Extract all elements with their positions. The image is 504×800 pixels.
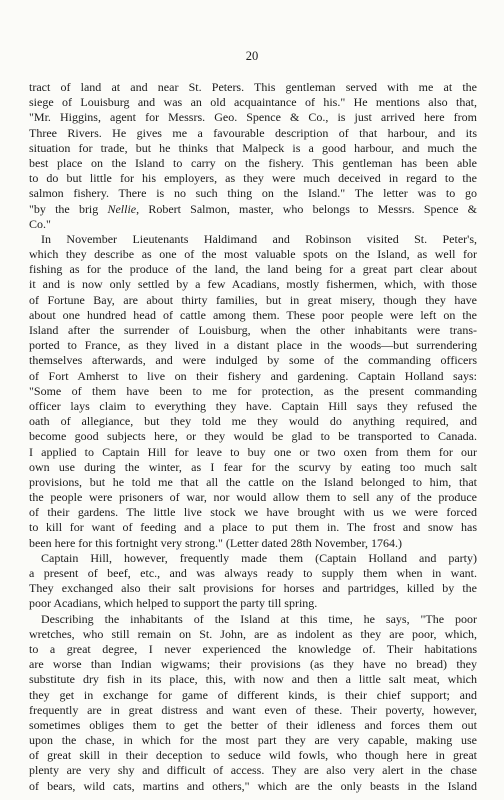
text-line: situation for trade, but he thinks that Malpeck is a good harbour, and much the [29,140,477,155]
text-line: plenty are very shy and difficult of access. They are also very alert in the chase [29,763,477,778]
text-line: Island after the surrender of Louisburg, when the other inhabitants were trans- [29,323,477,337]
paragraph [29,80,477,232]
paragraph [29,612,477,794]
text-line: poor Acadians, which helped to support the party till spring. [29,596,318,611]
text-line: officer lays claim to everything they have. Captain Hill says they refused the [29,398,477,413]
text-line: of bears, wild cats, martins and others," which are the only beasts in the Island [29,778,477,793]
text-line: "by the brig Nellie, Robert Salmon, master, who belongs to Messrs. Spence & [29,201,477,216]
page-number: 20 [245,49,259,63]
text-line: Co." [29,216,51,231]
text-line: they get in exchange for game of different kinds, is their chief support; and [29,687,477,702]
text-line: "Mr. Higgins, agent for Messrs. Geo. Spence & Co., is just arrived here from [29,110,477,125]
text-line: I applied to Captain Hill for leave to buy one or two oxen from them for our [29,444,477,459]
text-line: about one hundred head of cattle among them. These poor people were left on the [29,307,477,322]
text-line: Captain Hill, however, frequently made them (Captain Holland and party) [41,550,477,565]
text-line: been here for this fortnight very strong." (Letter dated 28th November, 1764.) [29,535,402,550]
text-line: to a great degree, I never experienced the knowledge of. Their habitations [29,641,477,656]
text-line: the people were prisoners of war, nor would allow them to sell any of the produce [29,490,477,505]
text-line: become good subjects here, or they would be glad to be transported to Canada. [29,429,477,444]
text-line: best place on the Island to carry on the fishery. This gentleman has been able [29,155,477,170]
text-line: ported to France, as they lived in a distant place in the woods—but surrendering [29,338,477,353]
text-line: substitute dry fish in its place, this, with now and then a little salt meat, which [29,672,477,687]
text-line: own use during the winter, as I fear for the scurvy by eating too much salt [29,459,477,474]
text-line: "Some of them have been to me for protection, as the present commanding [29,383,477,398]
text-line: of great skill in their deception to seduce wild fowls, who though here in great [29,748,477,763]
text-line: tract of land at and near St. Peters. This gentleman served with me at the [29,80,477,94]
body-text [29,80,477,794]
text-line: frequently are in great distress and want even of these. Their poverty, however, [29,702,477,717]
text-line: are worse than Indian wigwams; their provisions (as they have no bread) they [29,657,477,672]
text-line: themselves afterwards, and were indulged by some of the commanding officers [29,353,477,368]
text-line: of their gardens. The little live stock we have brought with us we were forced [29,505,477,520]
text-line: of Fort Amherst to live on their fishery and gardening. Captain Holland says: [29,368,477,383]
text-line: fishing as for the produce of the land, the land being for a great part clear about [29,262,477,277]
paragraph [29,232,477,551]
text-line: of Fortune Bay, are about thirty families, but in great misery, though they have [29,292,477,307]
text-line: oath of allegiance, but they told me they would do anything required, and [29,414,477,429]
text-line: In November Lieutenants Haldimand and Robinson visited St. Peter's, [41,231,477,246]
text-line: upon the chase, in which for the most part they are very capable, making use [29,733,477,748]
ship-name: Nellie [107,201,137,216]
text-line: it and is now only settled by a few Acadians, mostly fishermen, which, with those [29,277,477,292]
paragraph [29,551,477,612]
text-line: provisions, but he told me that all the cattle on the Island belonged to him, that [29,474,477,489]
text-line: to kill for want of feeding and a place to put them in. The frost and snow has [29,520,477,535]
text-line: which they describe as one of the most valuable spots on the Island, as well for [29,247,477,262]
text-line: sometimes obliges them to get the better of their idleness and forces them out [29,717,477,732]
text-line: salmon fishery. There is no such thing on the Island." The letter was to go [29,186,477,201]
text-line: They exchanged also their salt provisions for horses and partridges, killed by the [29,581,477,596]
text-line: wretches, who still remain on St. John, are as indolent as they are poor, which, [29,626,477,641]
text-line: Describing the inhabitants of the Island at this time, he says, "The poor [41,611,477,626]
text-line: to do but little for his employers, as they were much deceived in regard to the [29,171,477,186]
text-line: a present of beef, etc., and was always ready to supply them when in want. [29,566,477,580]
text-line: siege of Louisburg and was an old acquaintance of his." He mentions also that, [29,95,477,110]
text-line: Three Rivers. He gives me a favourable description of that harbour, and its [29,125,477,140]
